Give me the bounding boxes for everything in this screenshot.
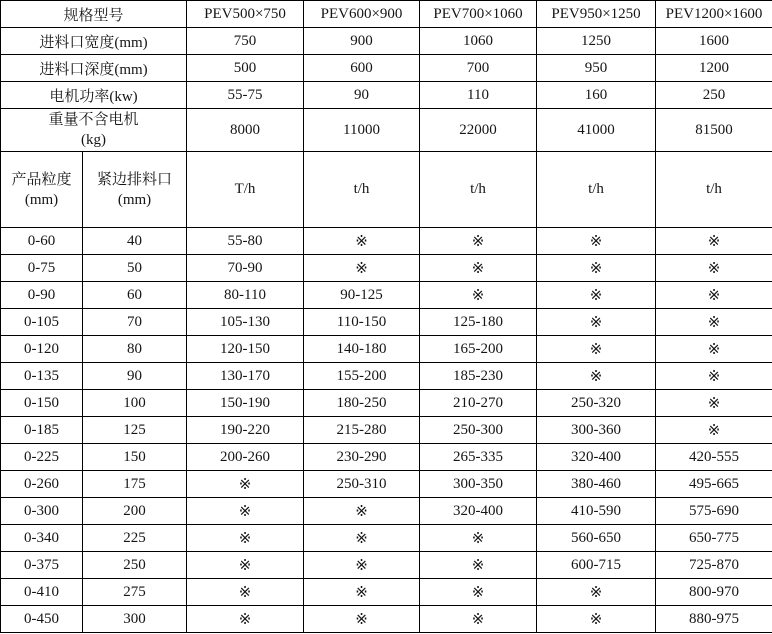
spec-value-cell: PEV600×900 (304, 1, 420, 28)
product-size-cell: 0-75 (1, 255, 83, 282)
capacity-value-cell: 575-690 (656, 498, 772, 525)
capacity-value-cell: ※ (304, 552, 420, 579)
product-size-label: 产品粒度 (11, 171, 72, 188)
capacity-value-cell: 180-250 (304, 390, 420, 417)
discharge-label: 紧边排料口 (97, 171, 173, 188)
discharge-opening-cell: 200 (83, 498, 187, 525)
product-size-cell: 0-450 (1, 606, 83, 633)
product-size-cell: 0-260 (1, 471, 83, 498)
capacity-value-cell: ※ (656, 282, 772, 309)
product-size-cell: 0-105 (1, 309, 83, 336)
capacity-row (1, 309, 772, 336)
spec-value-cell: 55-75 (187, 82, 304, 109)
spec-value-cell: 160 (537, 82, 656, 109)
capacity-value-cell: ※ (656, 417, 772, 444)
spec-row (1, 109, 772, 152)
capacity-value-cell: 70-90 (187, 255, 304, 282)
capacity-value-cell: ※ (304, 579, 420, 606)
capacity-value-cell: ※ (187, 525, 304, 552)
capacity-value-cell: 110-150 (304, 309, 420, 336)
capacity-value-cell: 80-110 (187, 282, 304, 309)
capacity-value-cell: 250-310 (304, 471, 420, 498)
discharge-opening-cell: 100 (83, 390, 187, 417)
discharge-opening-cell: 175 (83, 471, 187, 498)
spec-value-cell: 41000 (537, 109, 656, 152)
spec-value-cell: 900 (304, 28, 420, 55)
capacity-value-cell: ※ (420, 228, 537, 255)
spec-value-cell: 22000 (420, 109, 537, 152)
capacity-value-cell: ※ (304, 228, 420, 255)
capacity-value-cell: 250-300 (420, 417, 537, 444)
capacity-value-cell: ※ (656, 390, 772, 417)
capacity-value-cell: 380-460 (537, 471, 656, 498)
discharge-opening-cell: 70 (83, 309, 187, 336)
product-size-cell: 0-375 (1, 552, 83, 579)
product-size-unit: (mm) (24, 191, 59, 208)
capacity-value-cell: 140-180 (304, 336, 420, 363)
product-size-cell: 0-300 (1, 498, 83, 525)
capacity-value-cell: ※ (420, 255, 537, 282)
capacity-value-cell: ※ (656, 255, 772, 282)
capacity-value-cell: 650-775 (656, 525, 772, 552)
capacity-value-cell: ※ (537, 579, 656, 606)
spec-value-cell: 600 (304, 55, 420, 82)
spec-label-line2: (kg) (81, 132, 106, 148)
spec-value-cell: 250 (656, 82, 772, 109)
capacity-row (1, 552, 772, 579)
discharge-opening-cell: 80 (83, 336, 187, 363)
capacity-value-cell: 165-200 (420, 336, 537, 363)
spec-value-cell: PEV1200×1600 (656, 1, 772, 28)
capacity-value-cell: 600-715 (537, 552, 656, 579)
capacity-value-cell: ※ (420, 579, 537, 606)
unit-header-cell: t/h (656, 152, 772, 228)
capacity-value-cell: ※ (537, 363, 656, 390)
spec-row (1, 82, 772, 109)
discharge-opening-cell: 50 (83, 255, 187, 282)
product-size-cell: 0-185 (1, 417, 83, 444)
unit-header-cell: t/h (537, 152, 656, 228)
discharge-opening-header-cell (83, 152, 187, 228)
capacity-value-cell: ※ (537, 606, 656, 633)
discharge-opening-cell: 40 (83, 228, 187, 255)
capacity-value-cell: ※ (187, 552, 304, 579)
discharge-opening-cell: 225 (83, 525, 187, 552)
capacity-value-cell: 130-170 (187, 363, 304, 390)
capacity-value-cell: ※ (537, 309, 656, 336)
product-size-cell: 0-120 (1, 336, 83, 363)
unit-header-cell: t/h (420, 152, 537, 228)
capacity-row (1, 579, 772, 606)
discharge-opening-cell: 90 (83, 363, 187, 390)
capacity-value-cell: ※ (420, 552, 537, 579)
capacity-row (1, 255, 772, 282)
capacity-value-cell: 120-150 (187, 336, 304, 363)
capacity-value-cell: ※ (420, 606, 537, 633)
capacity-row (1, 498, 772, 525)
capacity-row (1, 444, 772, 471)
spec-row (1, 55, 772, 82)
capacity-value-cell: 105-130 (187, 309, 304, 336)
product-size-cell: 0-150 (1, 390, 83, 417)
capacity-row (1, 525, 772, 552)
spec-value-cell: 1200 (656, 55, 772, 82)
capacity-value-cell: 495-665 (656, 471, 772, 498)
spec-value-cell: PEV500×750 (187, 1, 304, 28)
unit-header-cell: T/h (187, 152, 304, 228)
capacity-value-cell: 560-650 (537, 525, 656, 552)
capacity-row (1, 606, 772, 633)
capacity-value-cell: ※ (304, 498, 420, 525)
capacity-row (1, 336, 772, 363)
capacity-row (1, 228, 772, 255)
product-size-cell: 0-135 (1, 363, 83, 390)
capacity-value-cell: ※ (187, 471, 304, 498)
spec-value-cell: 8000 (187, 109, 304, 152)
capacity-value-cell: 300-360 (537, 417, 656, 444)
product-size-cell: 0-340 (1, 525, 83, 552)
capacity-value-cell: ※ (187, 606, 304, 633)
spec-value-cell: 750 (187, 28, 304, 55)
spec-value-cell: PEV700×1060 (420, 1, 537, 28)
capacity-value-cell: 320-400 (420, 498, 537, 525)
spec-row (1, 28, 772, 55)
spec-table-body (1, 1, 772, 633)
capacity-value-cell: 215-280 (304, 417, 420, 444)
capacity-value-cell: 230-290 (304, 444, 420, 471)
capacity-value-cell: 125-180 (420, 309, 537, 336)
capacity-value-cell: 250-320 (537, 390, 656, 417)
spec-label-cell: 进料口宽度(mm) (1, 28, 187, 55)
product-size-cell: 0-225 (1, 444, 83, 471)
capacity-value-cell: 55-80 (187, 228, 304, 255)
capacity-value-cell: 190-220 (187, 417, 304, 444)
discharge-opening-cell: 275 (83, 579, 187, 606)
spec-value-cell: 11000 (304, 109, 420, 152)
capacity-value-cell: 185-230 (420, 363, 537, 390)
spec-label-line1: 重量不含电机 (48, 112, 139, 128)
capacity-value-cell: 300-350 (420, 471, 537, 498)
spec-row (1, 1, 772, 28)
spec-value-cell: 1060 (420, 28, 537, 55)
spec-label-cell (1, 109, 187, 152)
capacity-row (1, 471, 772, 498)
discharge-opening-cell: 300 (83, 606, 187, 633)
capacity-value-cell: ※ (420, 525, 537, 552)
capacity-value-cell: ※ (304, 255, 420, 282)
capacity-value-cell: 420-555 (656, 444, 772, 471)
capacity-value-cell: 410-590 (537, 498, 656, 525)
capacity-value-cell: ※ (656, 336, 772, 363)
spec-label-cell: 进料口深度(mm) (1, 55, 187, 82)
capacity-value-cell: ※ (537, 336, 656, 363)
capacity-value-cell: ※ (537, 282, 656, 309)
discharge-opening-cell: 250 (83, 552, 187, 579)
product-size-header-cell (1, 152, 83, 228)
discharge-opening-cell: 150 (83, 444, 187, 471)
spec-value-cell: 950 (537, 55, 656, 82)
spec-value-cell: 1250 (537, 28, 656, 55)
capacity-value-cell: 320-400 (537, 444, 656, 471)
capacity-value-cell: 800-970 (656, 579, 772, 606)
discharge-opening-cell: 125 (83, 417, 187, 444)
capacity-value-cell: 200-260 (187, 444, 304, 471)
capacity-row (1, 417, 772, 444)
spec-value-cell: 1600 (656, 28, 772, 55)
capacity-value-cell: 150-190 (187, 390, 304, 417)
capacity-value-cell: ※ (420, 282, 537, 309)
capacity-value-cell: 725-870 (656, 552, 772, 579)
capacity-row (1, 390, 772, 417)
capacity-value-cell: ※ (187, 579, 304, 606)
spec-value-cell: 90 (304, 82, 420, 109)
capacity-value-cell: ※ (656, 309, 772, 336)
spec-value-cell: PEV950×1250 (537, 1, 656, 28)
unit-header-cell: t/h (304, 152, 420, 228)
capacity-row (1, 363, 772, 390)
capacity-value-cell: 155-200 (304, 363, 420, 390)
capacity-value-cell: ※ (656, 228, 772, 255)
capacity-header-row (1, 152, 772, 228)
capacity-value-cell: ※ (304, 606, 420, 633)
capacity-value-cell: 880-975 (656, 606, 772, 633)
spec-value-cell: 700 (420, 55, 537, 82)
spec-value-cell: 500 (187, 55, 304, 82)
capacity-row (1, 282, 772, 309)
spec-value-cell: 110 (420, 82, 537, 109)
spec-label-cell: 规格型号 (1, 1, 187, 28)
product-size-cell: 0-60 (1, 228, 83, 255)
capacity-value-cell: ※ (656, 363, 772, 390)
capacity-value-cell: ※ (537, 228, 656, 255)
capacity-value-cell: 210-270 (420, 390, 537, 417)
spec-label-cell: 电机功率(kw) (1, 82, 187, 109)
capacity-value-cell: 90-125 (304, 282, 420, 309)
product-size-cell: 0-410 (1, 579, 83, 606)
discharge-opening-cell: 60 (83, 282, 187, 309)
capacity-value-cell: ※ (304, 525, 420, 552)
discharge-unit: (mm) (117, 191, 152, 208)
capacity-value-cell: 265-335 (420, 444, 537, 471)
spec-value-cell: 81500 (656, 109, 772, 152)
capacity-value-cell: ※ (187, 498, 304, 525)
product-size-cell: 0-90 (1, 282, 83, 309)
capacity-value-cell: ※ (537, 255, 656, 282)
